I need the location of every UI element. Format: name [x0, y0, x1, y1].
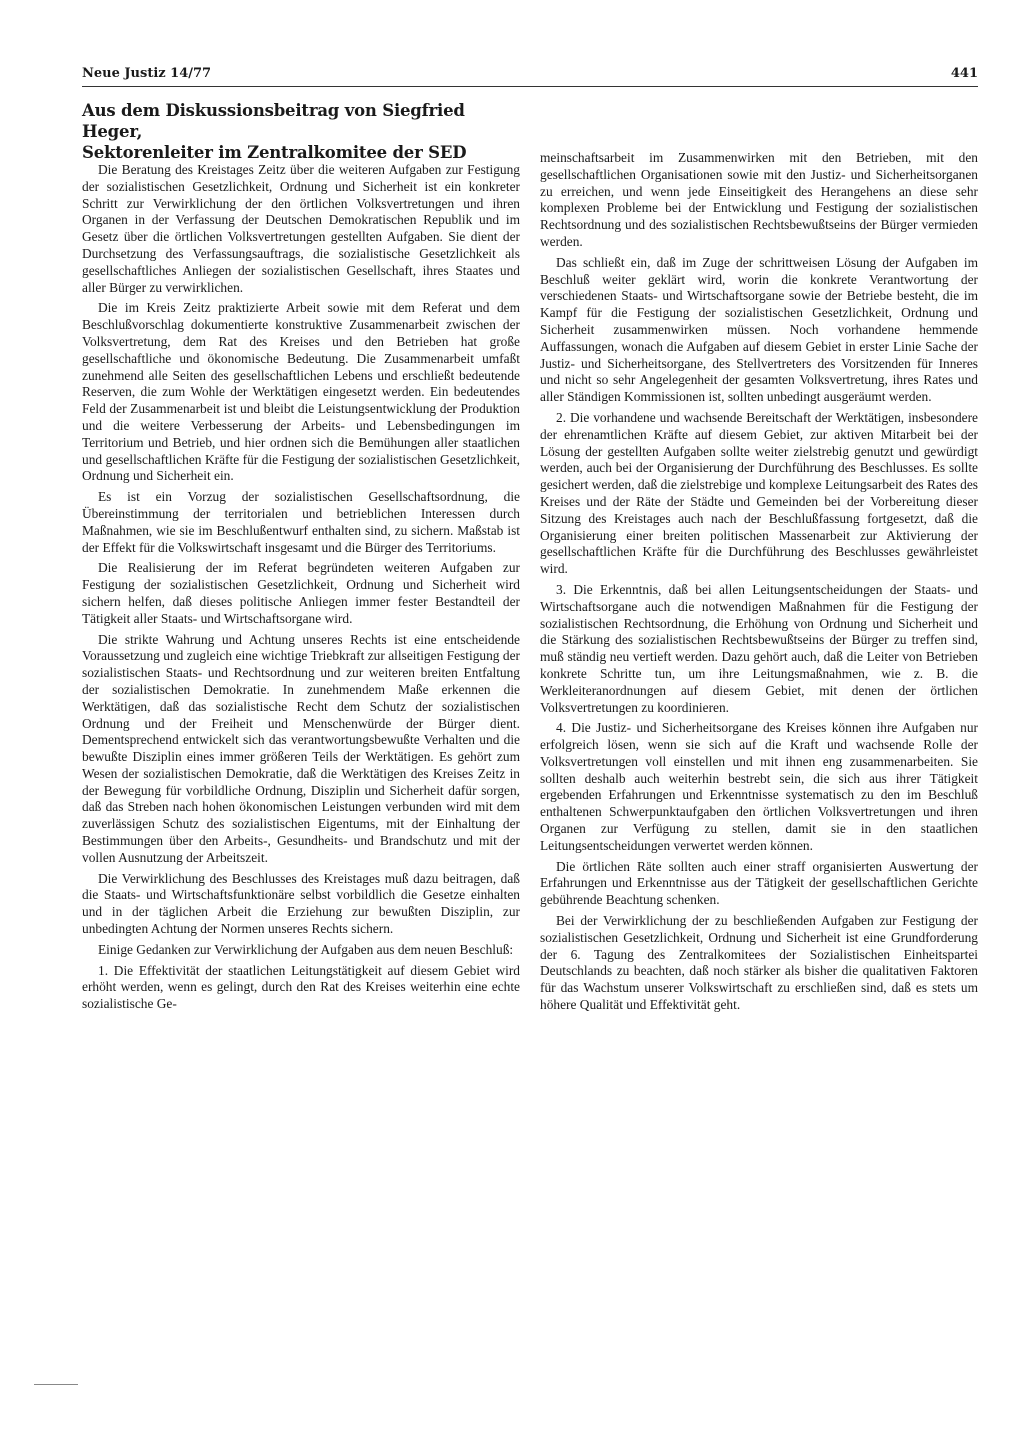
paragraph: Bei der Verwirklichung der zu beschließenden Aufgaben zur Festigung der sozialistischen Gesetzlichkeit, Ordnung und Sicherheit ist eine Grundforderung der 6. Tagung des Zentralkomitees der Sozialistischen Einheitspartei Deutschlands zu beachten, daß noch stärker als bisher die qualitativen Faktoren für das Wachstum unserer Volkswirtschaft zu erschließen sind, daß es stets um höhere Qualität und Effektivität geht.	[540, 913, 978, 1013]
paragraph: 2. Die vorhandene und wachsende Bereitschaft der Werktätigen, insbesondere der ehrenamtlichen Kräfte auf diesem Gebiet, zur aktiven Mitarbeit bei der Lösung der gestellten Aufgaben sollte weiter zielstrebig genutzt und gewürdigt werden, auch bei der Organisierung der Durchführung des Beschlusses. Es sollte gesichert werden, daß die zielstrebige und komplexe Leitungsarbeit des Rates des Kreises und der Räte der Städte und Gemeinden bei der Vorbereitung dieser Sitzung des Kreistages auch nach der Beschlußfassung fortgesetzt, daß die Organisierung einer breiten politischen Massenarbeit zur Aktivierung der gesellschaftlichen Kräfte für die Durchführung des Beschlusses gewährleistet wird.	[540, 409, 978, 577]
scan-mark	[34, 1384, 78, 1385]
paragraph: Die Verwirklichung des Beschlusses des Kreistages muß dazu beitragen, daß die Staats- und Wirtschaftsfunktionäre selbst vorbildlich die Gesetze einhalten und in der täglichen Arbeit die Erziehung zur bewußten Disziplin, zur unbedingten Achtung der Normen unseres Rechts sichern.	[82, 870, 520, 937]
paragraph: 4. Die Justiz- und Sicherheitsorgane des Kreises können ihre Aufgaben nur erfolgreich lösen, wenn sie sich auf die Kraft und wachsende Rolle der Volksvertretungen voll einstellen und mit ihnen eng zusammenarbeiten. Sie sollten deshalb auch weiterhin bestrebt sein, die sich aus ihrer Tätigkeit ergebenden Erfahrungen und Erkenntnisse systematisch zu den im Beschluß enthaltenen Schwerpunktaufgaben den örtlichen Volksvertretungen und ihren Organen zur Verfügung zu stellen, damit sie in den staatlichen Leitungsentscheidungen verwertet werden können.	[540, 720, 978, 853]
paragraph-continued: meinschaftsarbeit im Zusammenwirken mit den Betrieben, mit den gesellschaftlichen Organisationen sowie mit den Justiz- und Sicherheitsorganen zu erreichen, und wenn jede Einseitigkeit des Herangehens an diese sehr komplexen Probleme bei der Entwicklung und Festigung der sozialistischen Rechtsordnung und des sozialistischen Rechtsbewußtseins der Bürger vermieden werden.	[540, 150, 978, 249]
title-line-2: Sektorenleiter im Zentralkomitee der SED	[82, 143, 467, 162]
paragraph: Es ist ein Vorzug der sozialistischen Gesellschaftsordnung, die Übereinstimmung der territorialen und betrieblichen Interessen durch Maßnahmen, wie sie im Beschlußentwurf enthalten sind, zu sichern. Maßstab ist der Effekt für die Volkswirtschaft insgesamt und die Bürger des Territoriums.	[82, 489, 520, 555]
left-column	[82, 162, 520, 1017]
article-title	[82, 100, 527, 163]
page-number: 441	[950, 66, 978, 81]
paragraph: Einige Gedanken zur Verwirklichung der Aufgaben aus dem neuen Beschluß:	[98, 941, 514, 957]
paragraph: Die Realisierung der im Referat begründeten weiteren Aufgaben zur Festigung der sozialistischen Gesetzlichkeit, Ordnung und Sicherheit wird sichern helfen, daß dieses politische Anliegen immer fester Bestandteil der Tätigkeit aller Staats- und Wirtschaftsorgane wird.	[82, 560, 520, 626]
paragraph: Das schließt ein, daß im Zuge der schrittweisen Lösung der Aufgaben im Beschluß weiter geklärt wird, worin die konkrete Verantwortung der verschiedenen Staats- und Wirtschaftsorgane sowie der Betriebe besteht, die im Kampf für die Festigung der sozialistischen Gesetzlichkeit, Ordnung und Sicherheit zusammenwirken müssen. Noch vorhandene hemmende Auffassungen, wonach die Aufgaben auf diesem Gebiet in erster Linie Sache der Justiz- und Sicherheitsorgane, des Stellvertreters des Vorsitzenden für Inneres und nicht so sehr Angelegenheit der gesamten Volksvertretung, ihres Rates und aller Ständigen Kommissionen ist, sollten unbedingt ausgeräumt werden.	[540, 254, 978, 405]
journal-page	[82, 62, 978, 1432]
running-header	[82, 62, 978, 87]
paragraph: 3. Die Erkenntnis, daß bei allen Leitungsentscheidungen der Staats- und Wirtschaftsorgane auch die notwendigen Maßnahmen für die Festigung der sozialistischen Rechtsordnung, die Erhöhung von Ordnung und Sicherheit und die Stärkung des sozialistischen Rechtsbewußtseins der Bürger zu treffen sind, muß ständig neu vertieft werden. Dazu gehört auch, daß die Leiter von Betrieben konkrete Schritte tun, um ihre Leitungsmaßnahmen, wie z. B. die Werkleiteranordnungen auf diesem Gebiet, mit denen der örtlichen Volksvertretungen zu koordinieren.	[540, 581, 978, 715]
paragraph: Die strikte Wahrung und Achtung unseres Rechts ist eine entscheidende Voraussetzung und zugleich eine wichtige Triebkraft zur allseitigen Festigung der sozialistischen Staats- und Rechtsordnung und zur weiteren breiten Entfaltung der sozialistischen Demokratie. In zunehmendem Maße erkennen die Werktätigen, daß das sozialistische Recht dem Schutz der sozialistischen Ordnung und der Freiheit und Menschenwürde der Bürger dient. Dementsprechend entwickelt sich das verantwortungsbewußte Verhalten und die bewußte Disziplin eines immer größeren Teils der Werktätigen. Es gehört zum Wesen der sozialistischen Demokratie, daß die Werktätigen des Kreises Zeitz in der Bewegung für vorbildliche Ordnung, Disziplin und Sicherheit dafür sorgen, daß das Streben nach hohen ökonomischen Leistungen verbunden wird mit dem zuverlässigen Schutz des sozialistischen Eigentums, mit der Einhaltung der Bestimmungen über den Arbeits-, Gesundheits- und Brandschutz und mit der vollen Ausnutzung der Arbeitszeit.	[82, 631, 520, 865]
journal-issue: Neue Justiz 14/77	[82, 66, 212, 81]
title-line-1: Aus dem Diskussionsbeitrag von Siegfried Heger,	[82, 101, 465, 141]
right-column	[540, 150, 978, 1018]
paragraph: Die im Kreis Zeitz praktizierte Arbeit sowie mit dem Referat und dem Beschlußvorschlag dokumentierte konstruktive Zusammenarbeit zwischen der Volksvertretung, dem Rat des Kreises und den Betrieben hat große gesellschaftliche und ökonomische Bedeutung. Die Zusammenarbeit umfaßt zunehmend alle Seiten des gesellschaftlichen Lebens und erschließt bedeutende Reserven, die zum Wohle der Werktätigen eingesetzt werden. Ein bedeutendes Feld der Zusammenarbeit ist und bleibt die Leistungsentwicklung der Produktion und die weitere Verbesserung der Arbeits- und Lebensbedingungen im Territorium und Betrieb, und hier ordnen sich die Bemühungen aller staatlichen und gesellschaftlichen Kräfte für die Festigung der sozialistischen Gesetzlichkeit, Ordnung und Sicherheit ein.	[82, 300, 520, 484]
paragraph: Die Beratung des Kreistages Zeitz über die weiteren Aufgaben zur Festigung der sozialistischen Gesetzlichkeit, Ordnung und Sicherheit ist ein konkreter Schritt zur Verwirklichung der den örtlichen Volksvertretungen und ihren Organen in der Verfassung der Deutschen Demokratischen Republik und im Gesetz über die örtlichen Volksvertretungen gestellten Aufgaben. Sie dient der Durchsetzung des Verfassungsauftrags, die sozialistische Gesetzlichkeit als gesellschaftliches Anliegen der sozialistischen Gesellschaft, ihres Staates und aller Bürger zu verwirklichen.	[82, 162, 520, 295]
paragraph: Die örtlichen Räte sollten auch einer straff organisierten Auswertung der Erfahrungen und Erkenntnisse aus der Tätigkeit der gesellschaftlichen Gerichte gebührende Beachtung schenken.	[540, 858, 978, 908]
paragraph: 1. Die Effektivität der staatlichen Leitungstätigkeit auf diesem Gebiet wird erhöht werden, wenn es gelingt, durch den Rat des Kreises weiterhin eine echte sozialistische Ge-	[82, 962, 520, 1012]
